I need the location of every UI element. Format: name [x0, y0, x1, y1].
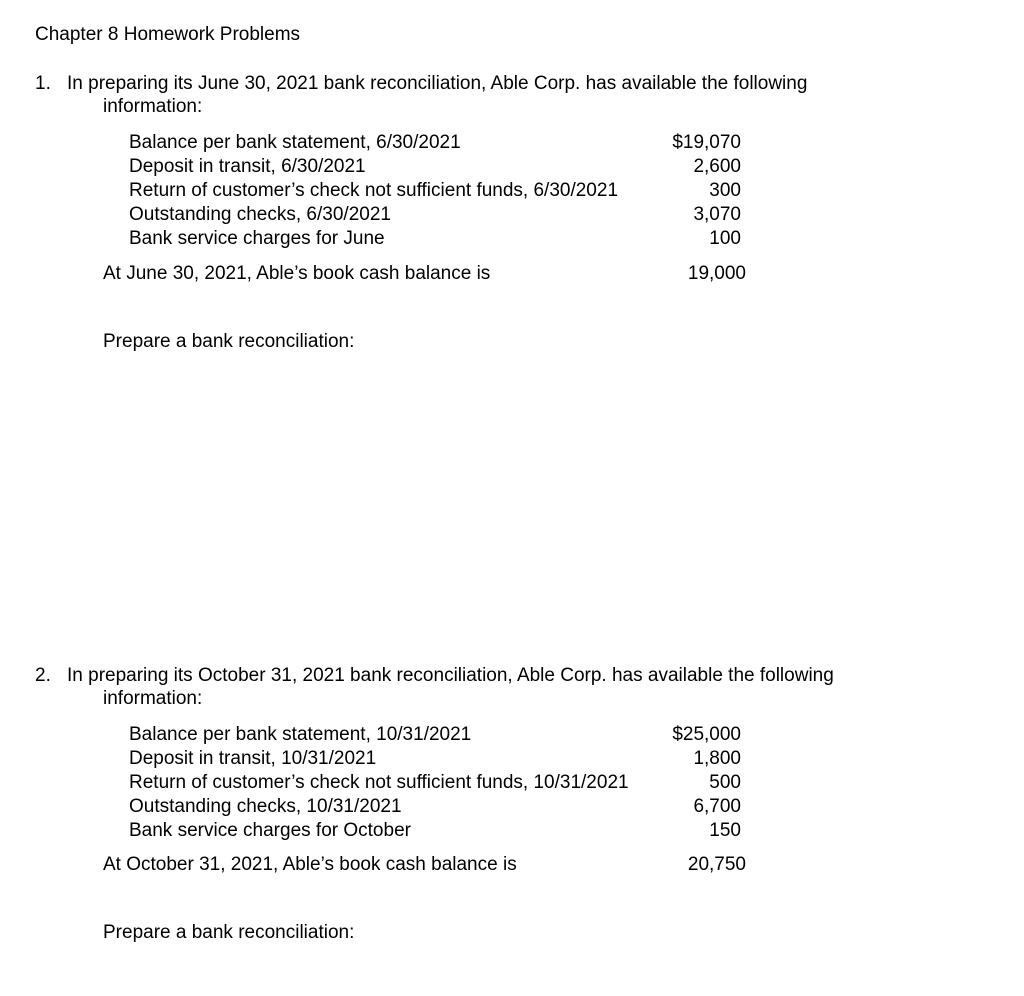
problem-1-item-amount: 2,600 — [693, 156, 741, 177]
problem-2-book-balance-label: At October 31, 2021, Able’s book cash balance is — [103, 854, 517, 875]
problem-1-item-label: Outstanding checks, 6/30/2021 — [129, 204, 391, 225]
problem-2-item-amount: 6,700 — [693, 796, 741, 817]
problem-2-item-amount: 150 — [709, 820, 741, 841]
problem-1-item-amount: 3,070 — [693, 204, 741, 225]
problem-1-item-label: Return of customer’s check not sufficient funds, 6/30/2021 — [129, 180, 619, 201]
problem-2-number: 2. — [35, 665, 51, 686]
problem-2-item-amount: 1,800 — [693, 748, 741, 769]
problem-2-item-amount: $25,000 — [672, 724, 741, 745]
problem-1-book-balance-label: At June 30, 2021, Able’s book cash balance is — [103, 263, 491, 284]
problem-1-item-label: Balance per bank statement, 6/30/2021 — [129, 132, 461, 153]
problem-2-prepare-instruction: Prepare a bank reconciliation: — [103, 922, 355, 943]
page-title: Chapter 8 Homework Problems — [35, 24, 301, 45]
problem-2-item-label: Return of customer’s check not sufficient funds, 10/31/2021 — [129, 772, 629, 793]
problem-2-item-label: Deposit in transit, 10/31/2021 — [129, 748, 377, 769]
problem-1-prepare-instruction: Prepare a bank reconciliation: — [103, 331, 355, 352]
problem-1-book-balance-amount: 19,000 — [687, 263, 746, 284]
problem-2-item-amount: 500 — [709, 772, 741, 793]
problem-1-intro: In preparing its June 30, 2021 bank reconciliation, Able Corp. has available the following — [67, 73, 808, 94]
problem-1-item-label: Bank service charges for June — [129, 228, 385, 249]
problem-2-intro: In preparing its October 31, 2021 bank reconciliation, Able Corp. has available the following — [67, 665, 834, 686]
problem-1-number: 1. — [35, 73, 51, 94]
problem-1-item-amount: 300 — [709, 180, 741, 201]
problem-2-item-label: Balance per bank statement, 10/31/2021 — [129, 724, 472, 745]
problem-1-intro-continued: information: — [103, 96, 203, 117]
problem-1-item-amount: $19,070 — [672, 132, 741, 153]
problem-2-book-balance-amount: 20,750 — [687, 854, 746, 875]
problem-1-item-label: Deposit in transit, 6/30/2021 — [129, 156, 366, 177]
problem-2-item-label: Outstanding checks, 10/31/2021 — [129, 796, 402, 817]
problem-2-intro-continued: information: — [103, 688, 203, 709]
problem-2-item-label: Bank service charges for October — [129, 820, 411, 841]
problem-1-item-amount: 100 — [709, 228, 741, 249]
